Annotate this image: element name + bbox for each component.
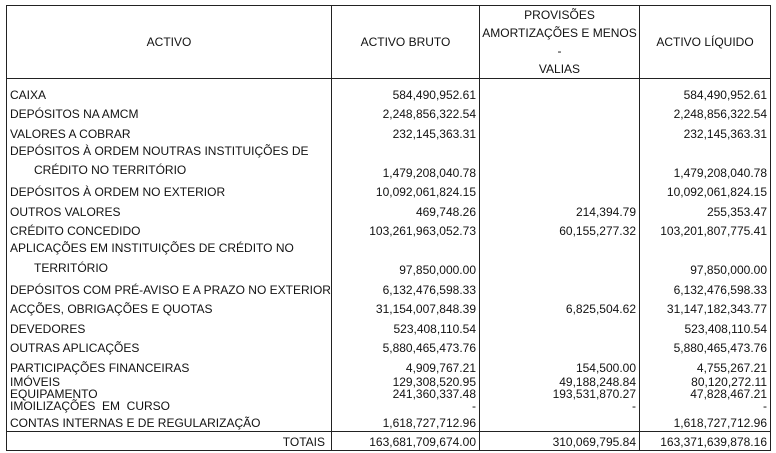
cell-liquido: 6,132,476,598.33 xyxy=(640,278,771,298)
totals-bruto: 163,681,709,674.00 xyxy=(332,432,480,451)
row-label: DEVEDORES xyxy=(7,317,332,337)
cell-liquido: 10,092,061,824.15 xyxy=(640,181,771,201)
totals-provisoes: 310,069,795.84 xyxy=(480,432,640,451)
row-label xyxy=(7,239,332,278)
cell-provisoes: 193,531,870.27 xyxy=(480,388,640,400)
row-label: CONTAS INTERNAS E DE REGULARIZAÇÃO xyxy=(7,412,332,432)
cell-liquido: 523,408,110.54 xyxy=(640,317,771,337)
cell-provisoes xyxy=(480,239,640,278)
cell-bruto: 2,248,856,322.54 xyxy=(332,103,480,123)
cell-provisoes xyxy=(480,278,640,298)
cell-liquido: 1,618,727,712.96 xyxy=(640,412,771,432)
table-row xyxy=(7,356,771,376)
table-row xyxy=(7,79,771,103)
cell-liquido: 97,850,000.00 xyxy=(640,239,771,278)
header-provisoes-line2: AMORTIZAÇÕES E MENOS - xyxy=(482,26,637,58)
row-label: OUTRAS APLICAÇÕES xyxy=(7,337,332,357)
cell-provisoes: 214,394.79 xyxy=(480,200,640,220)
table-row xyxy=(7,239,771,278)
header-provisoes-line3: VALIAS xyxy=(538,62,581,76)
table-row xyxy=(7,181,771,201)
cell-provisoes xyxy=(480,103,640,123)
header-activo-bruto: ACTIVO BRUTO xyxy=(332,6,480,79)
row-label: IMOILIZAÇÕES EM CURSO xyxy=(7,400,332,412)
cell-provisoes xyxy=(480,142,640,181)
cell-bruto: 5,880,465,473.76 xyxy=(332,337,480,357)
cell-liquido: 47,828,467.21 xyxy=(640,388,771,400)
cell-provisoes xyxy=(480,337,640,357)
cell-provisoes: 49,188,248.84 xyxy=(480,376,640,388)
totals-liquido: 163,371,639,878.16 xyxy=(640,432,771,451)
totals-label: TOTAIS xyxy=(7,432,332,451)
header-provisoes-line1: PROVISÕES xyxy=(524,8,595,22)
header-provisoes xyxy=(480,6,640,79)
row-label: CAIXA xyxy=(7,79,332,103)
row-label: CRÉDITO CONCEDIDO xyxy=(7,220,332,240)
row-label: OUTROS VALORES xyxy=(7,200,332,220)
row-label: DEPÓSITOS COM PRÉ-AVISO E A PRAZO NO EXTERIOR xyxy=(7,278,332,298)
row-label xyxy=(7,142,332,181)
cell-bruto: 523,408,110.54 xyxy=(332,317,480,337)
balance-sheet-table xyxy=(6,5,771,451)
table-row xyxy=(7,103,771,123)
table-row xyxy=(7,317,771,337)
cell-bruto: 129,308,520.95 xyxy=(332,376,480,388)
cell-liquido: 80,120,272.11 xyxy=(640,376,771,388)
cell-bruto: 1,479,208,040.78 xyxy=(332,142,480,181)
table-row xyxy=(7,220,771,240)
cell-liquido: - xyxy=(640,400,771,412)
cell-bruto: 31,154,007,848.39 xyxy=(332,298,480,318)
table-row xyxy=(7,412,771,432)
cell-provisoes: 154,500.00 xyxy=(480,356,640,376)
cell-liquido: 1,479,208,040.78 xyxy=(640,142,771,181)
cell-bruto: - xyxy=(332,400,480,412)
table-row xyxy=(7,337,771,357)
cell-provisoes xyxy=(480,122,640,142)
cell-provisoes: - xyxy=(480,400,640,412)
cell-liquido: 31,147,182,343.77 xyxy=(640,298,771,318)
header-activo-liquido: ACTIVO LÍQUIDO xyxy=(640,6,771,79)
cell-liquido: 4,755,267.21 xyxy=(640,356,771,376)
cell-liquido: 2,248,856,322.54 xyxy=(640,103,771,123)
row-label-line2: CRÉDITO NO TERRITÓRIO xyxy=(34,163,187,177)
header-activo: ACTIVO xyxy=(7,6,332,79)
table-row xyxy=(7,376,771,388)
cell-provisoes xyxy=(480,412,640,432)
cell-provisoes: 60,155,277.32 xyxy=(480,220,640,240)
cell-liquido: 103,201,807,775.41 xyxy=(640,220,771,240)
row-label: EQUIPAMENTO xyxy=(7,388,332,400)
table-row xyxy=(7,122,771,142)
cell-bruto: 97,850,000.00 xyxy=(332,239,480,278)
cell-bruto: 103,261,963,052.73 xyxy=(332,220,480,240)
cell-provisoes xyxy=(480,181,640,201)
table-row xyxy=(7,298,771,318)
cell-liquido: 584,490,952.61 xyxy=(640,79,771,103)
table-row xyxy=(7,200,771,220)
row-label: IMÓVEIS xyxy=(7,376,332,388)
cell-provisoes xyxy=(480,317,640,337)
table-row xyxy=(7,388,771,400)
table-row xyxy=(7,400,771,412)
row-label: PARTICIPAÇÕES FINANCEIRAS xyxy=(7,356,332,376)
row-label-line1: APLICAÇÕES EM INSTITUIÇÕES DE CRÉDITO NO xyxy=(10,241,294,255)
cell-liquido: 255,353.47 xyxy=(640,200,771,220)
row-label: VALORES A COBRAR xyxy=(7,122,332,142)
row-label-line2: TERRITÓRIO xyxy=(34,260,108,275)
cell-provisoes xyxy=(480,79,640,103)
cell-bruto: 1,618,727,712.96 xyxy=(332,412,480,432)
row-label: ACÇÕES, OBRIGAÇÕES E QUOTAS xyxy=(7,298,332,318)
table-row xyxy=(7,278,771,298)
cell-liquido: 232,145,363.31 xyxy=(640,122,771,142)
totals-row xyxy=(7,432,771,451)
cell-provisoes: 6,825,504.62 xyxy=(480,298,640,318)
row-label: DEPÓSITOS NA AMCM xyxy=(7,103,332,123)
cell-bruto: 241,360,337.48 xyxy=(332,388,480,400)
cell-bruto: 6,132,476,598.33 xyxy=(332,278,480,298)
cell-bruto: 10,092,061,824.15 xyxy=(332,181,480,201)
cell-bruto: 584,490,952.61 xyxy=(332,79,480,103)
header-row xyxy=(7,6,771,79)
cell-bruto: 469,748.26 xyxy=(332,200,480,220)
row-label-line1: DEPÓSITOS À ORDEM NOUTRAS INSTITUIÇÕES DE xyxy=(10,143,309,158)
cell-bruto: 4,909,767.21 xyxy=(332,356,480,376)
cell-bruto: 232,145,363.31 xyxy=(332,122,480,142)
cell-liquido: 5,880,465,473.76 xyxy=(640,337,771,357)
table-row xyxy=(7,142,771,181)
row-label: DEPÓSITOS À ORDEM NO EXTERIOR xyxy=(7,181,332,201)
